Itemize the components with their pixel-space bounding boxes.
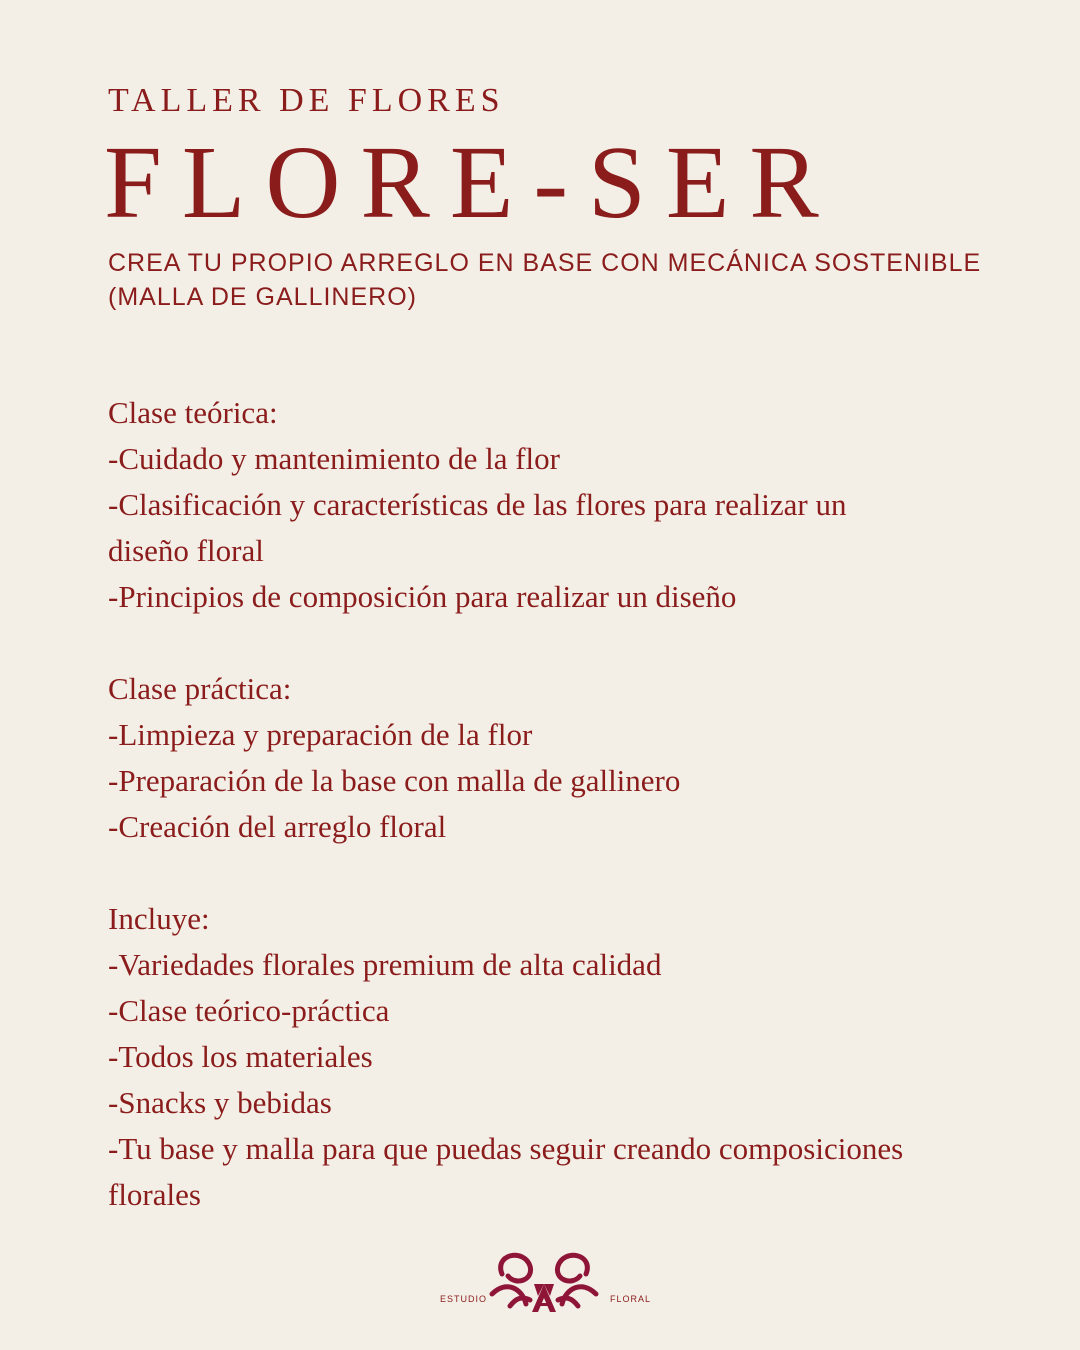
includes-item: -Snacks y bebidas bbox=[108, 1085, 332, 1120]
subtitle-line-1: CREA TU PROPIO ARREGLO EN BASE CON MECÁNICA SOSTENIBLE bbox=[108, 249, 982, 277]
logo-left-text: ESTUDIO bbox=[440, 1294, 488, 1304]
eyebrow-text: TALLER DE FLORES bbox=[108, 82, 505, 119]
practice-heading: Clase práctica: bbox=[108, 671, 292, 706]
subtitle-line-2: (MALLA DE GALLINERO) bbox=[108, 283, 417, 311]
includes-item: -Clase teórico-práctica bbox=[108, 993, 390, 1028]
floral-monogram-icon bbox=[486, 1246, 602, 1316]
includes-item: -Todos los materiales bbox=[108, 1039, 373, 1074]
includes-heading: Incluye: bbox=[108, 901, 210, 936]
logo-right-text: FLORAL bbox=[610, 1294, 652, 1304]
practice-item: -Creación del arreglo floral bbox=[108, 809, 447, 844]
practice-item: -Preparación de la base con malla de gallinero bbox=[108, 763, 681, 798]
includes-item: -Tu base y malla para que puedas seguir creando composiciones bbox=[108, 1131, 904, 1166]
includes-section bbox=[108, 896, 1008, 1218]
studio-logo bbox=[440, 1246, 650, 1316]
theory-item: -Clasificación y características de las flores para realizar un bbox=[108, 487, 847, 522]
theory-item: diseño floral bbox=[108, 533, 264, 568]
practice-section bbox=[108, 666, 1008, 850]
theory-item: -Principios de composición para realizar un diseño bbox=[108, 579, 737, 614]
includes-item: -Variedades florales premium de alta calidad bbox=[108, 947, 662, 982]
subtitle bbox=[108, 246, 1048, 314]
includes-item: florales bbox=[108, 1177, 201, 1212]
theory-heading: Clase teórica: bbox=[108, 395, 278, 430]
theory-section bbox=[108, 390, 1008, 620]
page-title: FLORE-SER bbox=[104, 125, 839, 240]
theory-item: -Cuidado y mantenimiento de la flor bbox=[108, 441, 560, 476]
practice-item: -Limpieza y preparación de la flor bbox=[108, 717, 533, 752]
